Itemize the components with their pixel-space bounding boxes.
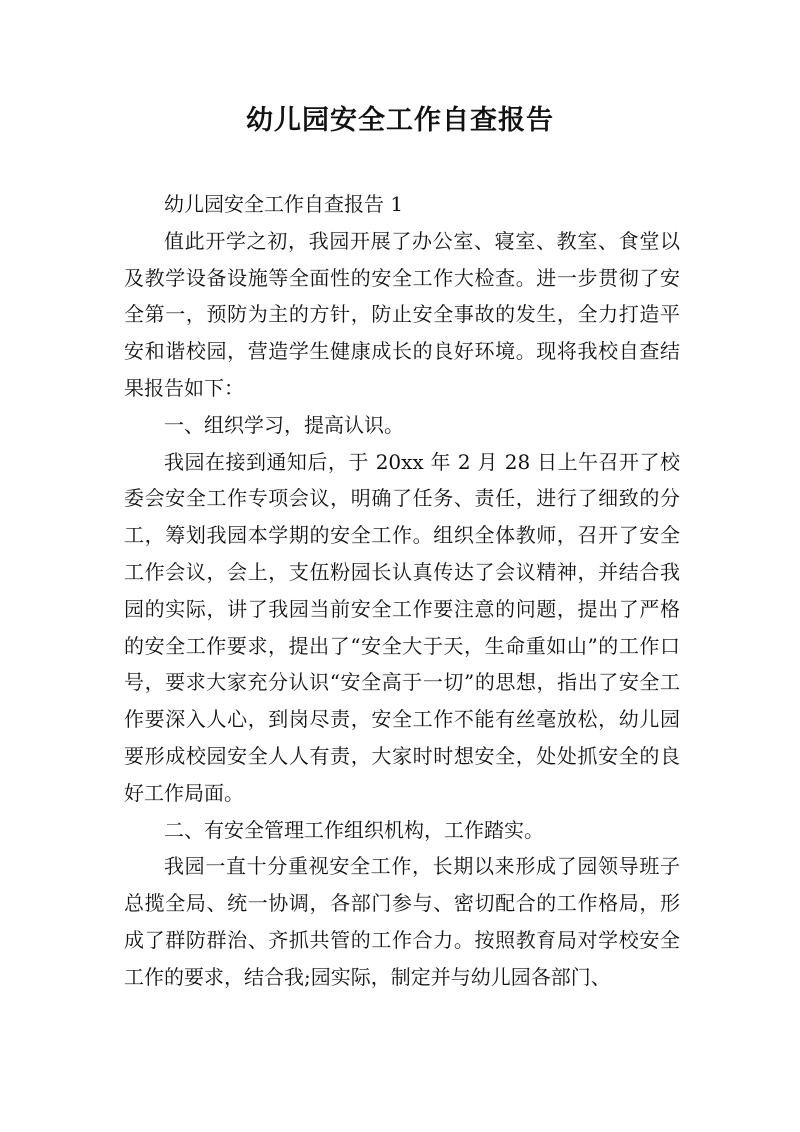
section-heading-2: 二、有安全管理工作组织机构，工作踏实。 (164, 817, 544, 842)
section-heading-1: 一、组织学习，提高认识。 (164, 412, 404, 437)
intro-paragraph: 值此开学之初，我园开展了办公室、寝室、教室、食堂以及教学设备设施等全面性的安全工作大检查。进一步贯彻了安全第一，预防为主的方针，防止安全事故的发生，全力打造平安和谐校园，营造学生健康成长的良好环境。现将我校自查结果报告如下： (124, 228, 680, 400)
subtitle-paragraph: 幼儿园安全工作自查报告 1 (164, 192, 404, 216)
section-2-paragraph: 我园一直十分重视安全工作，长期以来形成了园领导班子总揽全局、统一协调，各部门参与、密切配合的工作格局，形成了群防群治、齐抓共管的工作合力。按照教育局对学校安全工作的要求，结合我;园实际，制定并与幼儿园各部门、 (124, 854, 680, 989)
document-title: 幼儿园安全工作自查报告 (246, 105, 554, 136)
section-1-paragraph: 我园在接到通知后，于 20xx 年 2 月 28 日上午召开了校委会安全工作专项会议，明确了任务、责任，进行了细致的分工，筹划我园本学期的安全工作。组织全体教师，召开了安全工作会议，会上，支伍粉园长认真传达了会议精神，并结合我园的实际，讲了我园当前安全工作要注意的问题，提出了严格的安全工作要求，提出了“安全大于天，生命重如山”的工作口号，要求大家充分认识“安全高于一切”的思想，指出了安全工作要深入人心，到岗尽责，安全工作不能有丝毫放松，幼儿园要形成校园安全人人有责，大家时时想安全，处处抓安全的良好工作局面。 (124, 449, 680, 805)
document-body (124, 186, 680, 996)
